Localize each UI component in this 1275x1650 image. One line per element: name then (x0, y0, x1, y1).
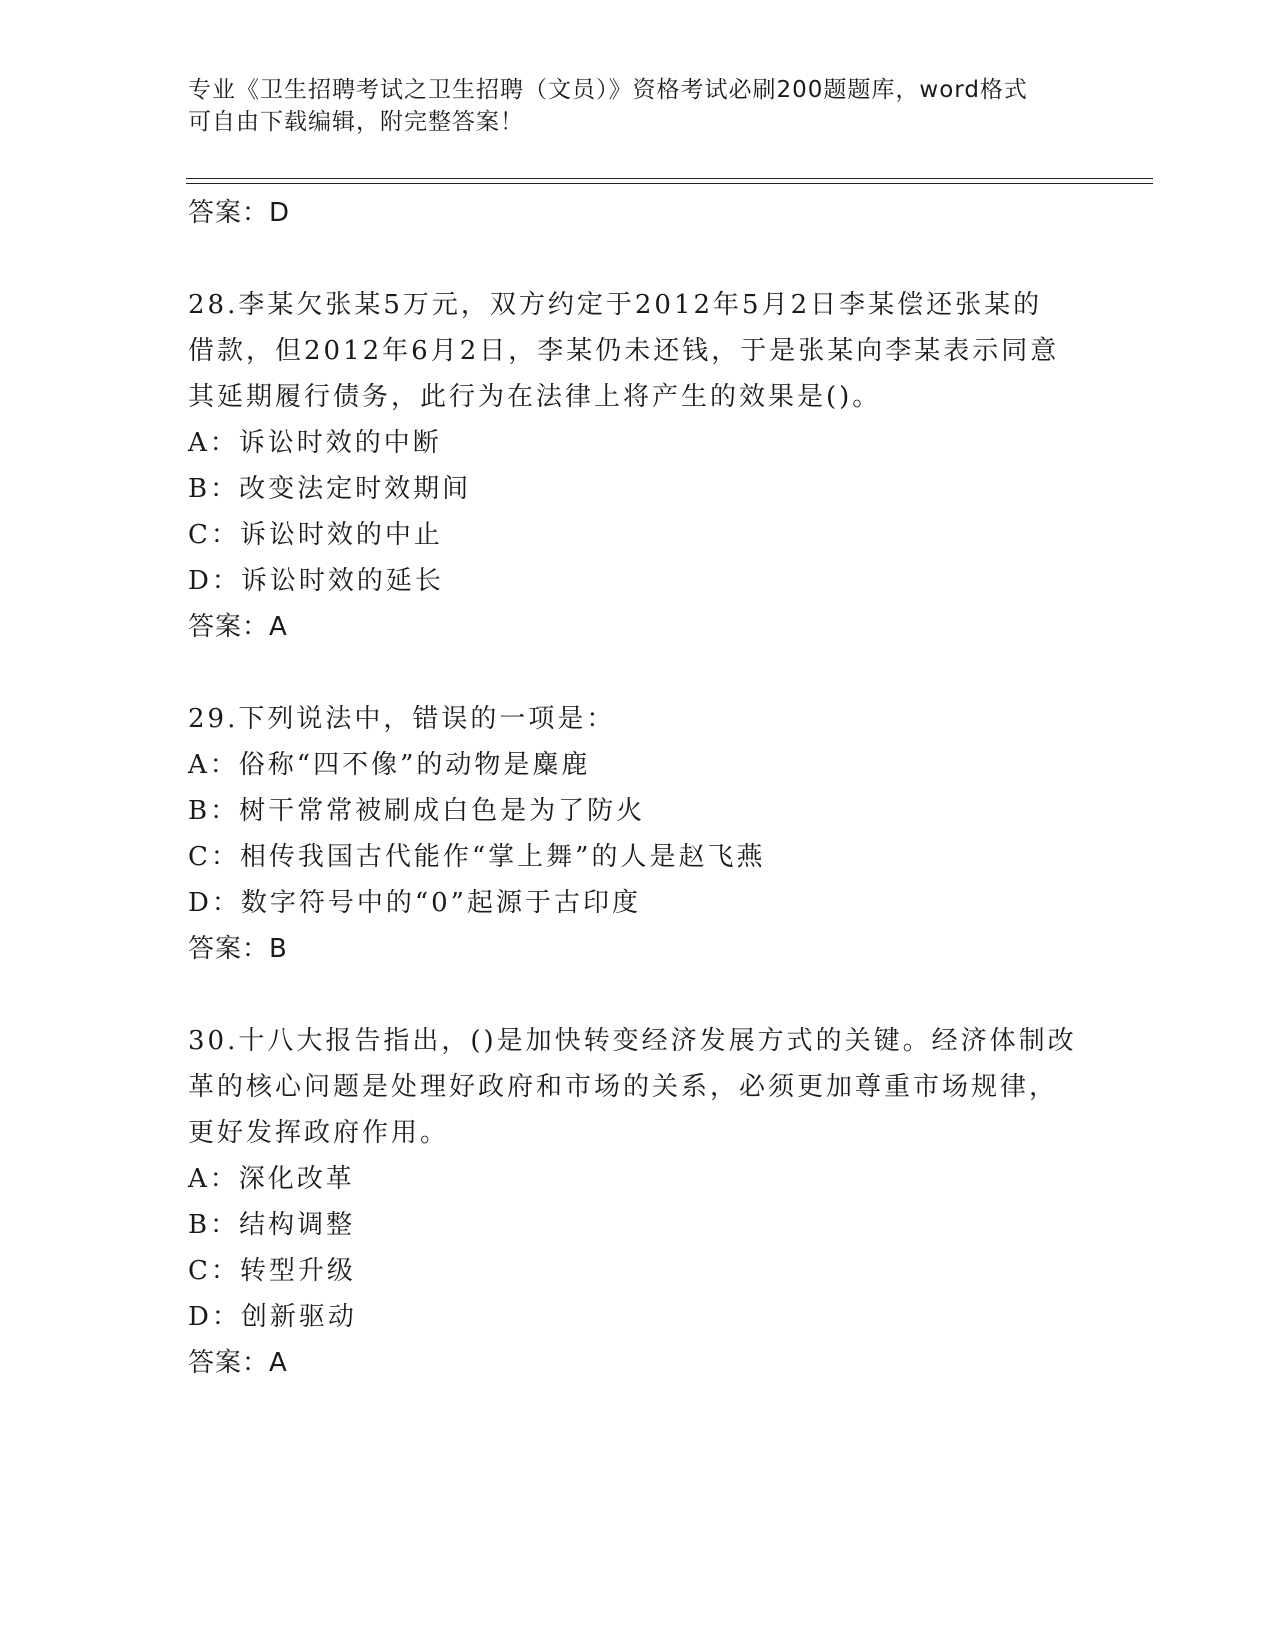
spacer (188, 972, 1088, 1018)
question-stem-line: 29.下列说法中，错误的一项是： (188, 704, 616, 734)
spacer (188, 650, 1088, 696)
answer: 答案：A (188, 1348, 288, 1378)
question-30 (188, 1018, 1088, 1386)
answer: 答案：A (188, 612, 288, 642)
option-d: D：数字符号中的“0”起源于古印度 (188, 888, 641, 918)
answer: 答案：B (188, 934, 288, 964)
option-a: A：诉讼时效的中断 (188, 428, 442, 458)
option-b: B：树干常常被刷成白色是为了防火 (188, 796, 646, 826)
question-stem-line: 借款，但2012年6月2日，李某仍未还钱，于是张某向李某表示同意 (188, 336, 1060, 366)
option-c: C：诉讼时效的中止 (188, 520, 443, 550)
previous-answer: 答案：D (188, 198, 291, 228)
option-d: D：创新驱动 (188, 1302, 357, 1332)
spacer (188, 236, 1088, 282)
question-list (188, 190, 1088, 1386)
header-line-2: 可自由下载编辑，附完整答案！ (188, 109, 524, 135)
question-stem-line: 革的核心问题是处理好政府和市场的关系，必须更加尊重市场规律， (188, 1072, 1059, 1102)
header-divider-bottom (186, 183, 1153, 184)
page-header (188, 74, 1088, 138)
option-a: A：深化改革 (188, 1164, 355, 1194)
question-stem-line: 28.李某欠张某5万元，双方约定于2012年5月2日李某偿还张某的 (188, 290, 1043, 320)
question-stem-line: 30.十八大报告指出，()是加快转变经济发展方式的关键。经济体制改 (188, 1026, 1077, 1056)
header-line-1: 专业《卫生招聘考试之卫生招聘（文员）》资格考试必刷200题题库，word格式 (188, 77, 1028, 103)
question-28 (188, 282, 1088, 650)
option-c: C：转型升级 (188, 1256, 356, 1286)
option-a: A：俗称“四不像”的动物是麋鹿 (188, 750, 591, 780)
header-divider-top (186, 178, 1153, 179)
question-stem-line: 更好发挥政府作用。 (188, 1118, 450, 1148)
option-d: D：诉讼时效的延长 (188, 566, 444, 596)
option-c: C：相传我国古代能作“掌上舞”的人是赵飞燕 (188, 842, 766, 872)
question-29 (188, 696, 1088, 972)
question-stem-line: 其延期履行债务，此行为在法律上将产生的效果是()。 (188, 382, 882, 412)
option-b: B：改变法定时效期间 (188, 474, 472, 504)
option-b: B：结构调整 (188, 1210, 356, 1240)
